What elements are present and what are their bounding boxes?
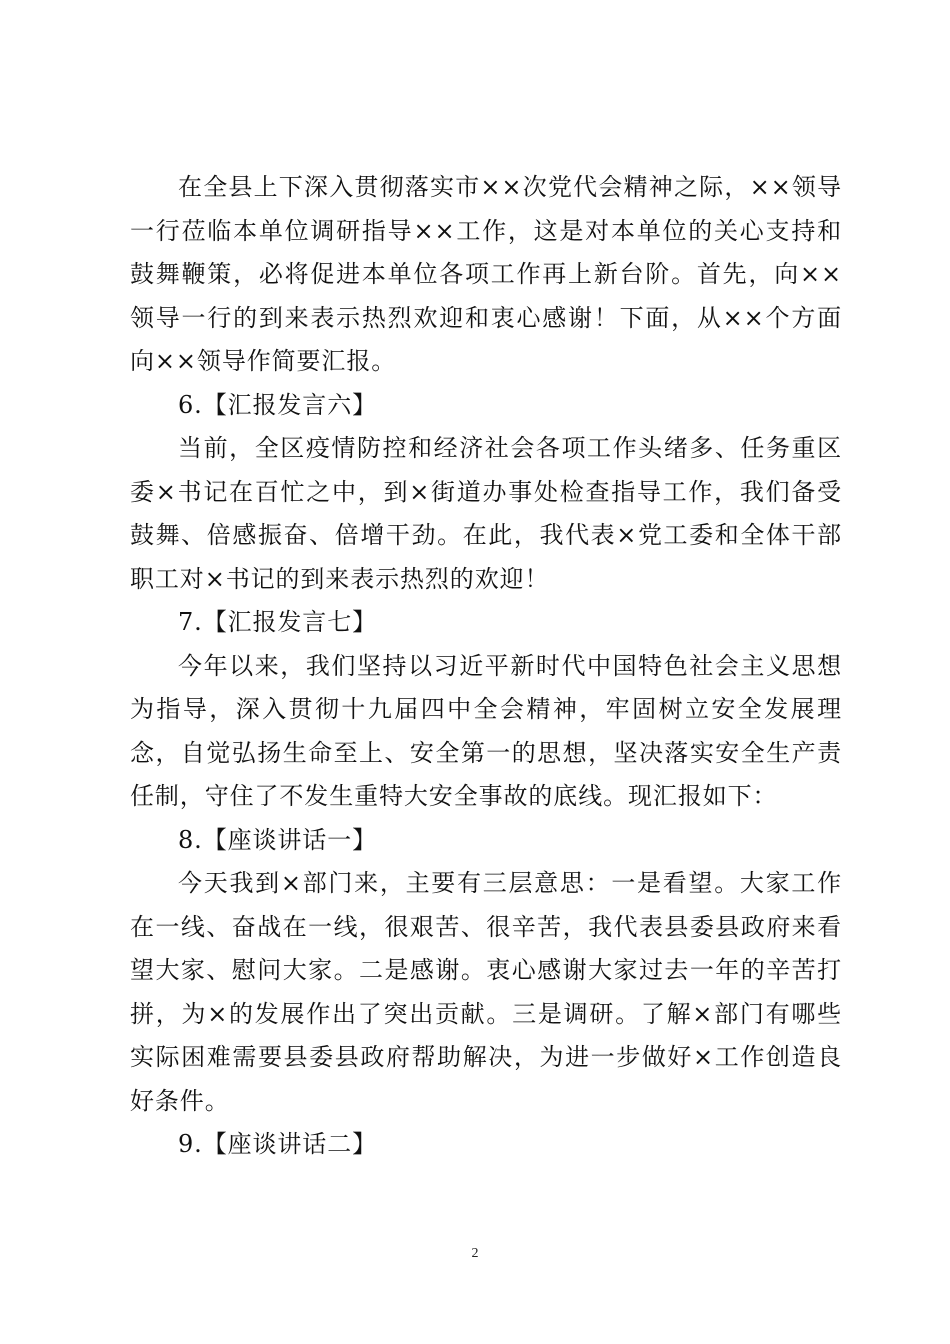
document-body	[130, 166, 842, 1167]
section-heading-7: 7.【汇报发言七】	[178, 608, 377, 636]
paragraph-intro: 在全县上下深入贯彻落实市××次党代会精神之际，××领导一行莅临本单位调研指导××工作，这是对本单位的关心支持和鼓舞鞭策，必将促进本单位各项工作再上新台阶。首先，向××领导一行的到来表示热烈欢迎和衷心感谢！下面，从××个方面向××领导作简要汇报。	[130, 173, 842, 375]
page-number: 2	[471, 1246, 479, 1261]
paragraph-speech-1: 今天我到×部门来，主要有三层意思：一是看望。大家工作在一线、奋战在一线，很艰苦、很辛苦，我代表县委县政府来看望大家、慰问大家。二是感谢。衷心感谢大家过去一年的辛苦打拼，为×的发展作出了突出贡献。三是调研。了解×部门有哪些实际困难需要县委县政府帮助解决，为进一步做好×工作创造良好条件。	[130, 869, 842, 1115]
section-heading-9: 9.【座谈讲话二】	[178, 1130, 377, 1158]
section-heading-6: 6.【汇报发言六】	[178, 390, 377, 419]
section-heading-8: 8.【座谈讲话一】	[178, 825, 377, 854]
paragraph-report-6: 当前，全区疫情防控和经济社会各项工作头绪多、任务重区委×书记在百忙之中，到×街道办事处检查指导工作，我们备受鼓舞、倍感振奋、倍增干劲。在此，我代表×党工委和全体干部职工对×书记的到来表示热烈的欢迎！	[130, 434, 842, 593]
paragraph-report-7: 今年以来，我们坚持以习近平新时代中国特色社会主义思想为指导，深入贯彻十九届四中全会精神，牢固树立安全发展理念，自觉弘扬生命至上、安全第一的思想，坚决落实安全生产责任制，守住了不发生重特大安全事故的底线。现汇报如下：	[130, 651, 842, 810]
